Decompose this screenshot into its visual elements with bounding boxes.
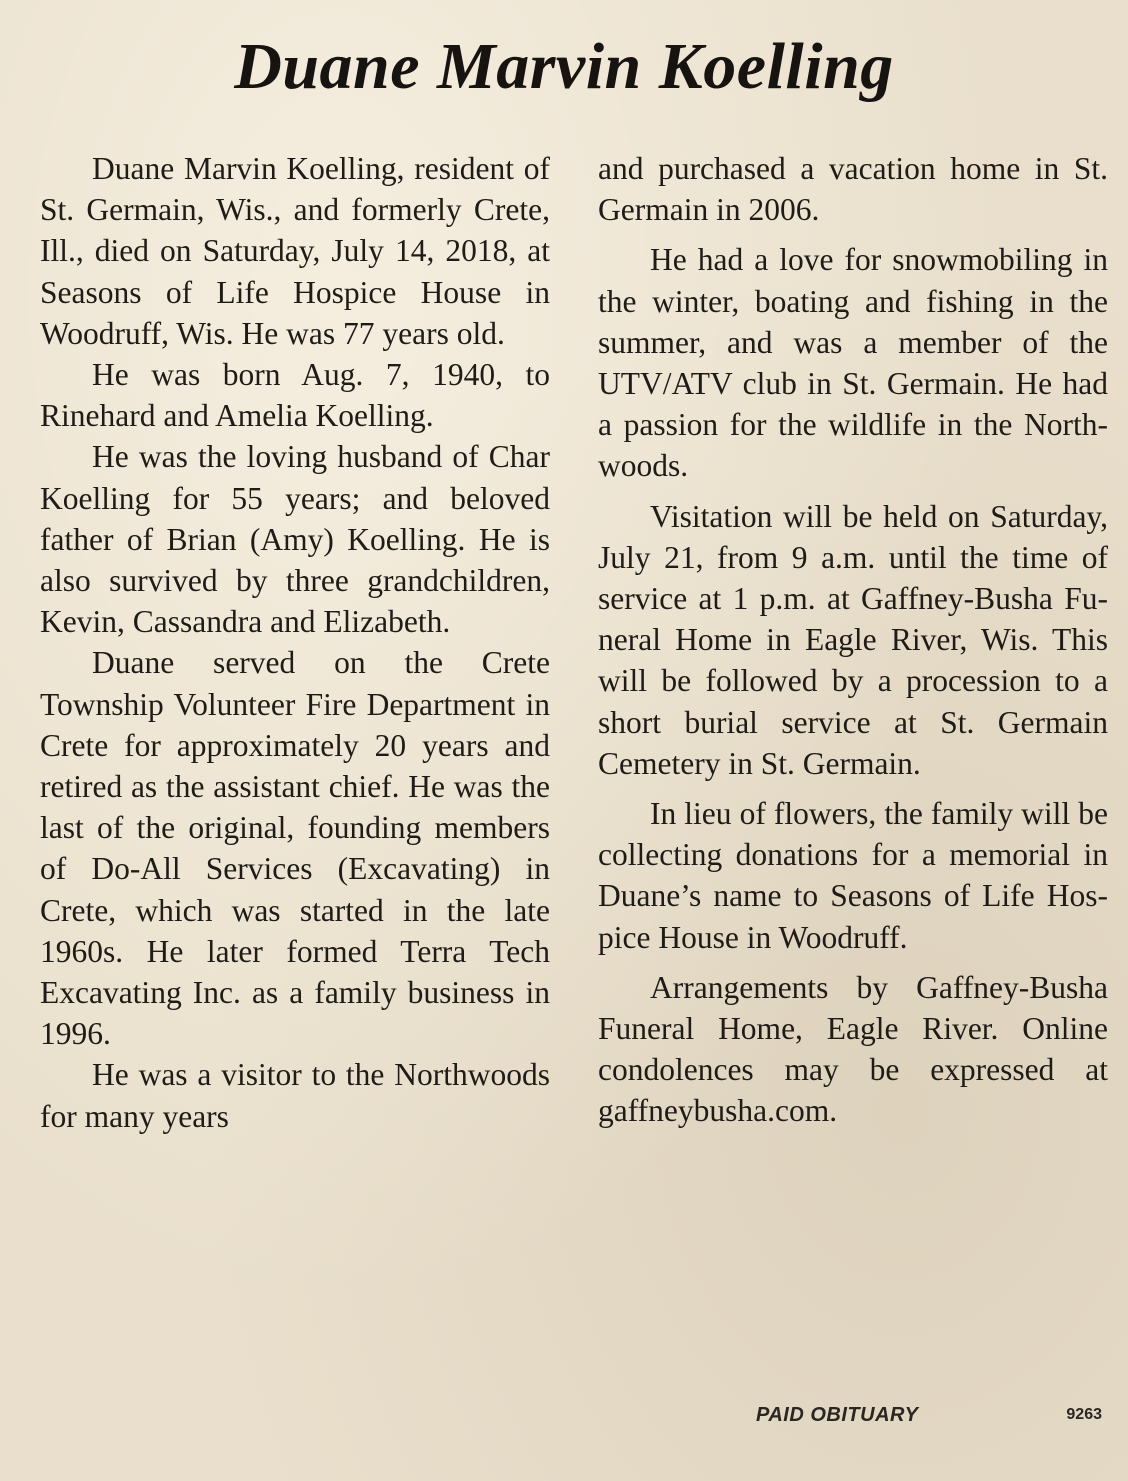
paragraph-northwoods-cont: and purchased a vacation home in St. Germain in 2006. — [598, 151, 1108, 228]
paragraph-birth: He was born Aug. 7, 1940, to Rinehard and Amelia Koelling. — [40, 357, 550, 434]
headline: Duane Marvin Koelling — [234, 30, 894, 103]
paragraph-hobbies: He had a love for snowmobiling in the winter, boating and fishing in the summer, and was a member of the UTV/ATV club in St. Germain. He had a passion for the wildlife in the Northwoods. — [598, 242, 1108, 484]
right-column — [598, 148, 1108, 1132]
footer — [598, 1404, 1108, 1438]
paragraph-career: Duane served on the Crete Township Volunteer Fire Department in Crete for approximately 20 years and retired as the assistant chief. He was the last of the original, founding members of Do-All Services (Excavating) in Crete, which was started in the late 1960s. He later formed Terra Tech Excavating Inc. as a family business in 1996. — [40, 645, 550, 1052]
ad-number: 9263 — [1066, 1406, 1102, 1423]
paragraph-family: He was the loving husband of Char Koelling for 55 years; and beloved father of Brian (Amy) Koelling. He is also survived by three grandchildren, Kevin, Cassandra and Elizabeth. — [40, 439, 550, 640]
paid-obituary-label: PAID OBITUARY — [756, 1404, 919, 1426]
paragraph-northwoods-start: He was a visitor to the Northwoods for many years — [40, 1057, 550, 1134]
paragraph-visitation: Visitation will be held on Saturday, July 21, from 9 a.m. until the time of service at 1 p.m. at Gaffney-Busha Funeral Home in Eagle River, Wis. This will be followed by a procession to a short burial service at St. Germain Cemetery in St. Germain. — [598, 498, 1108, 781]
left-column — [40, 148, 550, 1137]
paragraph-donations: In lieu of flowers, the family will be collecting donations for a memorial in Duane’s name to Seasons of Life Hospice House in Woodruff. — [598, 796, 1108, 955]
paragraph-arrangements: Arrangements by Gaffney-Busha Funeral Home, Eagle River. Online condolences may be expressed at gaffneybusha.com. — [598, 969, 1108, 1129]
paragraph-death-notice: Duane Marvin Koelling, resident of St. Germain, Wis., and formerly Crete, Ill., died on Saturday, July 14, 2018, at Seasons of Life Hospice House in Woodruff, Wis. He was 77 years old. — [40, 151, 550, 351]
